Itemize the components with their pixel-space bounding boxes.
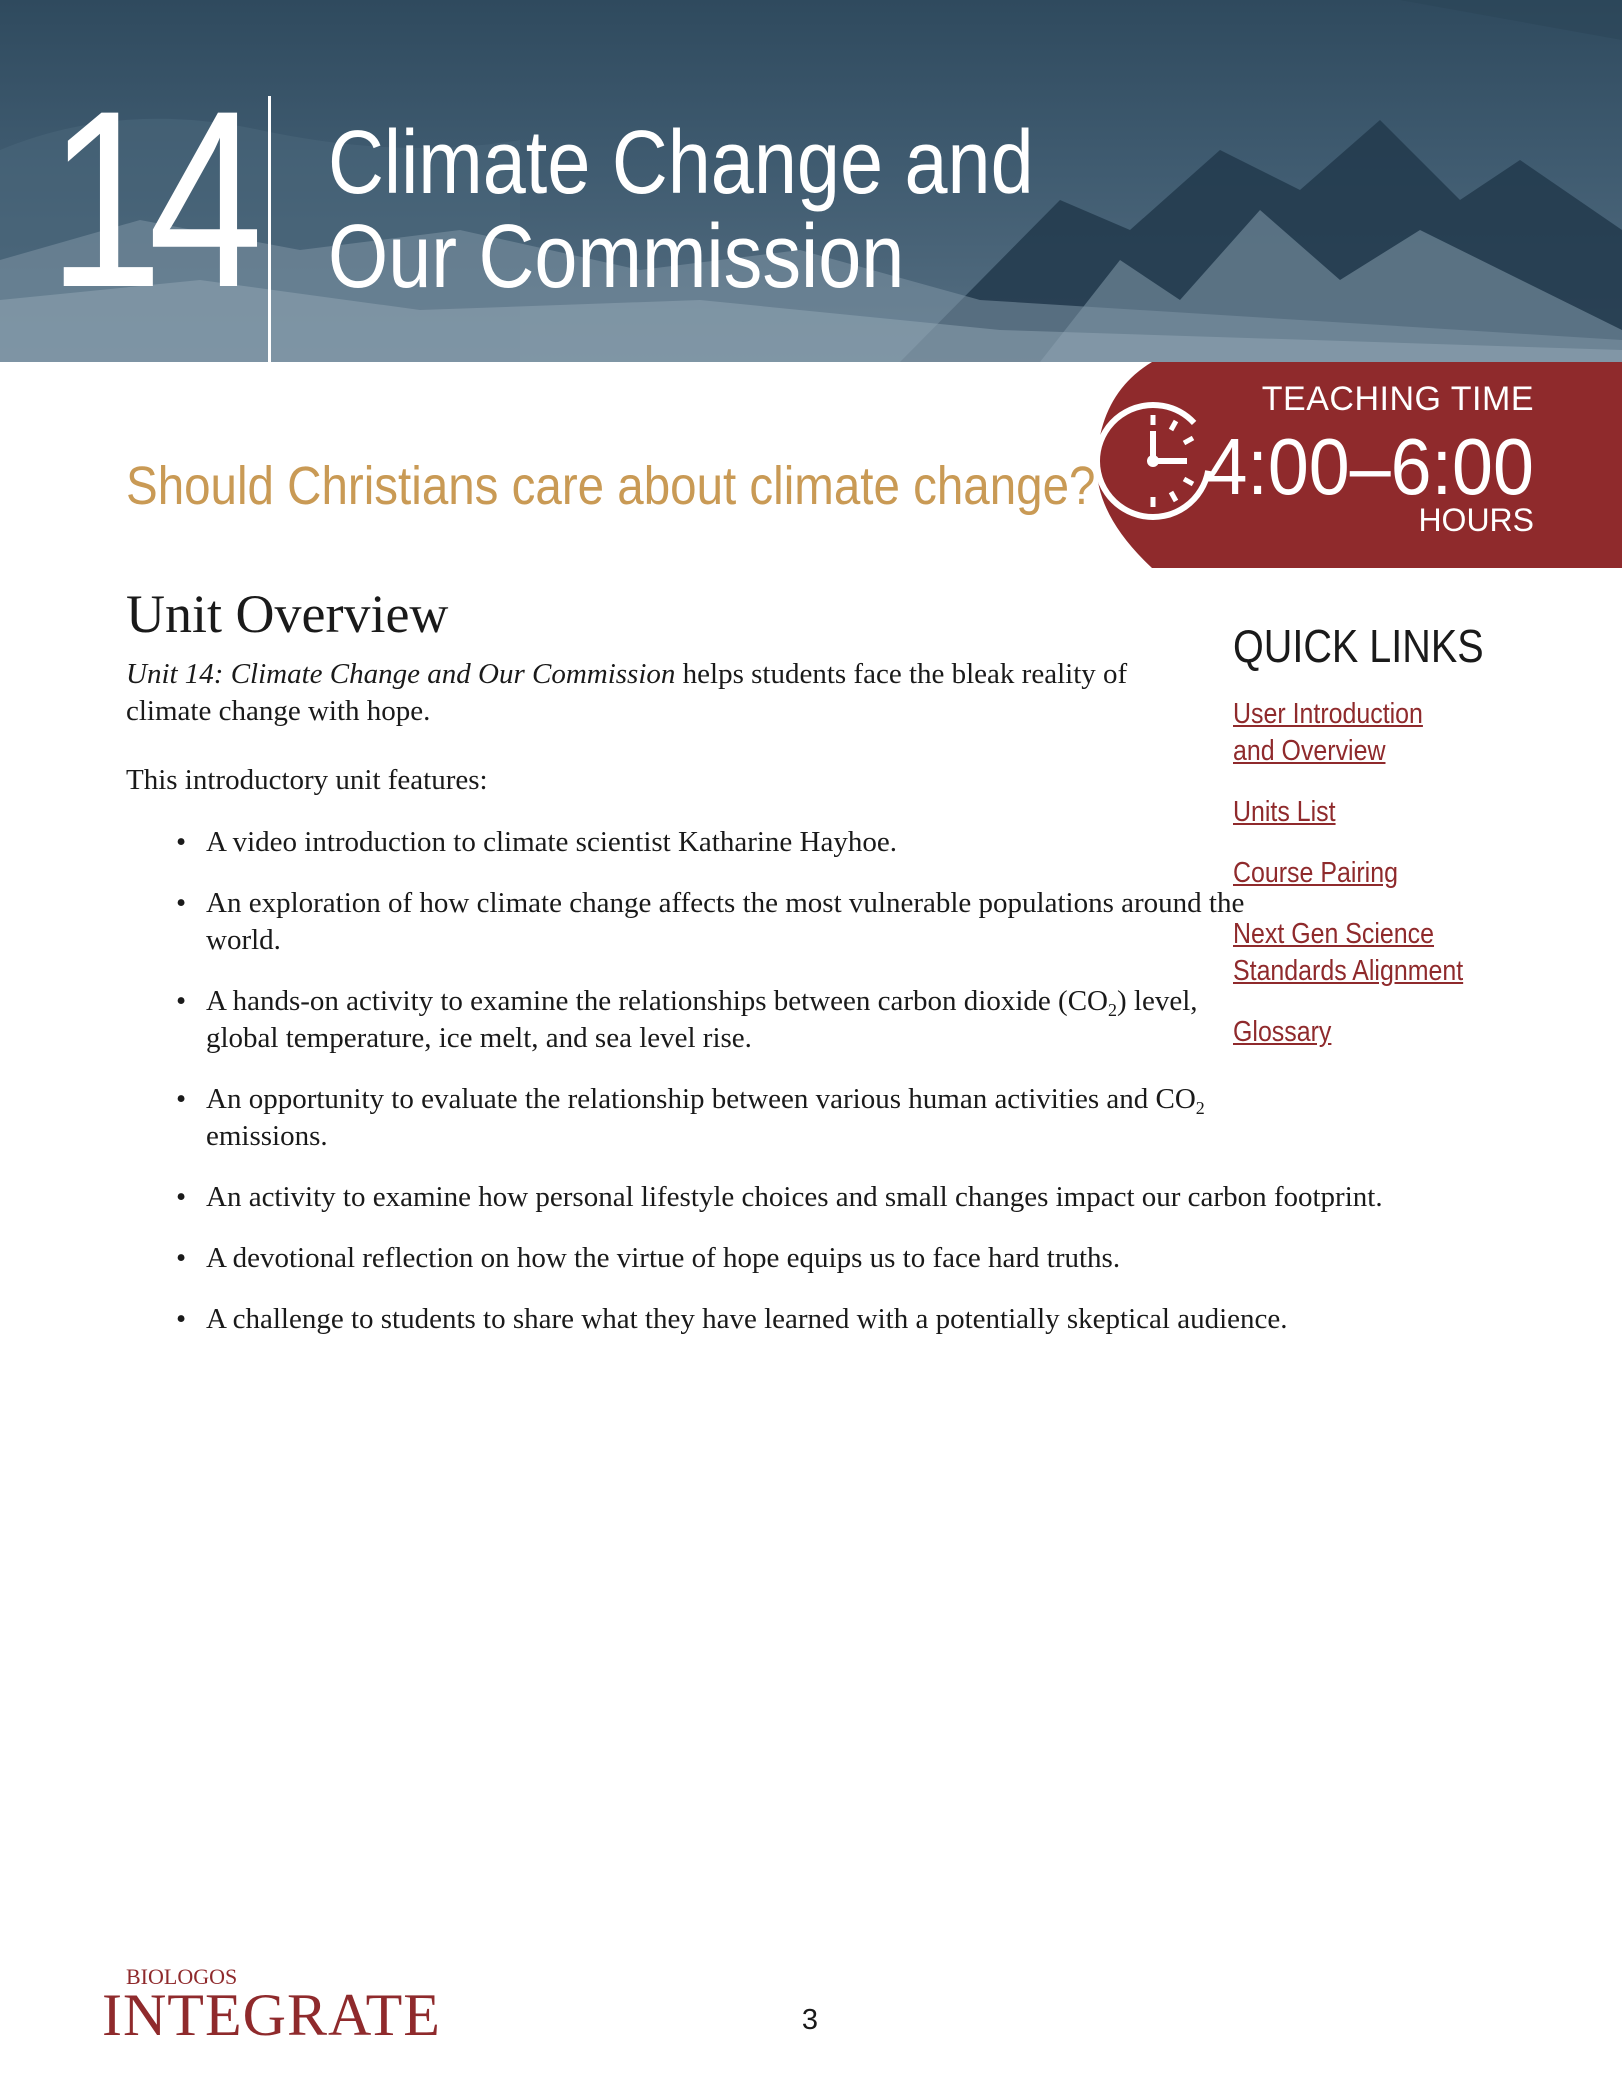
quick-links-title: QUICK LINKS (1233, 620, 1484, 672)
quick-link-item (1233, 855, 1560, 892)
unit-title-line-2: Our Commission (328, 207, 905, 307)
quick-link-course-pairing[interactable]: Course Pairing (1233, 857, 1398, 889)
unit-overview-intro (126, 656, 1136, 730)
feature-text: An activity to examine how personal lifestyle choices and small changes impact our carbon footprint. (206, 1181, 1383, 1213)
biologos-logo-small: BIOLOGOS (126, 1964, 238, 1989)
feature-item (126, 1081, 1246, 1155)
teaching-time-badge (1092, 362, 1622, 568)
teaching-time-value: 4:00–6:00 (1206, 422, 1534, 511)
unit-overview-heading: Unit Overview (126, 584, 449, 644)
bullet: • (176, 1242, 187, 1274)
quick-link-user-introduction[interactable]: User Introduction and Overview (1233, 698, 1423, 767)
feature-item (126, 824, 1366, 861)
page-number: 3 (801, 2004, 819, 2036)
feature-item (126, 885, 1256, 959)
unit-title-line-1: Climate Change and (328, 113, 1034, 213)
feature-text: A hands-on activity to examine the relationships between carbon dioxide (CO (206, 985, 1108, 1017)
quick-link-item (1233, 696, 1560, 770)
features-lead: This introductory unit features: (126, 764, 488, 796)
bullet: • (176, 887, 187, 919)
unit-number: 14 (48, 59, 249, 340)
feature-item (126, 1240, 1366, 1277)
teaching-time-label: TEACHING TIME (1261, 380, 1534, 418)
integrate-logo: INTEGRATE (102, 1982, 441, 2048)
quick-link-units-list[interactable]: Units List (1233, 796, 1336, 828)
quick-link-glossary[interactable]: Glossary (1233, 1016, 1332, 1048)
quick-link-item (1233, 794, 1560, 831)
intro-unit-title: Unit 14: Climate Change and Our Commission (126, 658, 676, 690)
feature-item (126, 1179, 1446, 1216)
feature-text: A video introduction to climate scientist Katharine Hayhoe. (206, 826, 897, 858)
header-divider (268, 96, 271, 362)
feature-text-continued: emissions. (206, 1120, 328, 1152)
feature-text: An opportunity to evaluate the relationship between various human activities and CO (206, 1083, 1196, 1115)
feature-item (126, 983, 1246, 1057)
feature-item (126, 1301, 1366, 1338)
unit-title (328, 113, 1102, 307)
feature-text: A challenge to students to share what they have learned with a potentially skeptical audience. (206, 1303, 1288, 1335)
intro-text: helps students face the bleak reality of climate change with hope. (126, 658, 1128, 727)
feature-text: An exploration of how climate change affects the most vulnerable populations around the world. (206, 887, 1245, 956)
bullet: • (176, 985, 187, 1017)
feature-text-continued: ) level, global temperature, ice melt, and sea level rise. (206, 985, 1198, 1054)
bullet: • (176, 1083, 187, 1115)
bullet: • (176, 1303, 187, 1335)
quick-links-list (1233, 696, 1553, 1075)
quick-link-ngss-alignment[interactable]: Next Gen Science Standards Alignment (1233, 918, 1464, 987)
teaching-time-unit: HOURS (1418, 502, 1534, 538)
bullet: • (176, 826, 187, 858)
unit-header-banner (0, 0, 1622, 362)
quick-link-item (1233, 916, 1560, 990)
quick-link-item (1233, 1014, 1560, 1051)
subscript-2: 2 (1108, 1000, 1117, 1020)
bullet: • (176, 1181, 187, 1213)
feature-text: A devotional reflection on how the virtue of hope equips us to face hard truths. (206, 1242, 1121, 1274)
guiding-question: Should Christians care about climate change? (126, 456, 1096, 516)
feature-list (126, 824, 1383, 1362)
subscript-2: 2 (1195, 1098, 1205, 1118)
